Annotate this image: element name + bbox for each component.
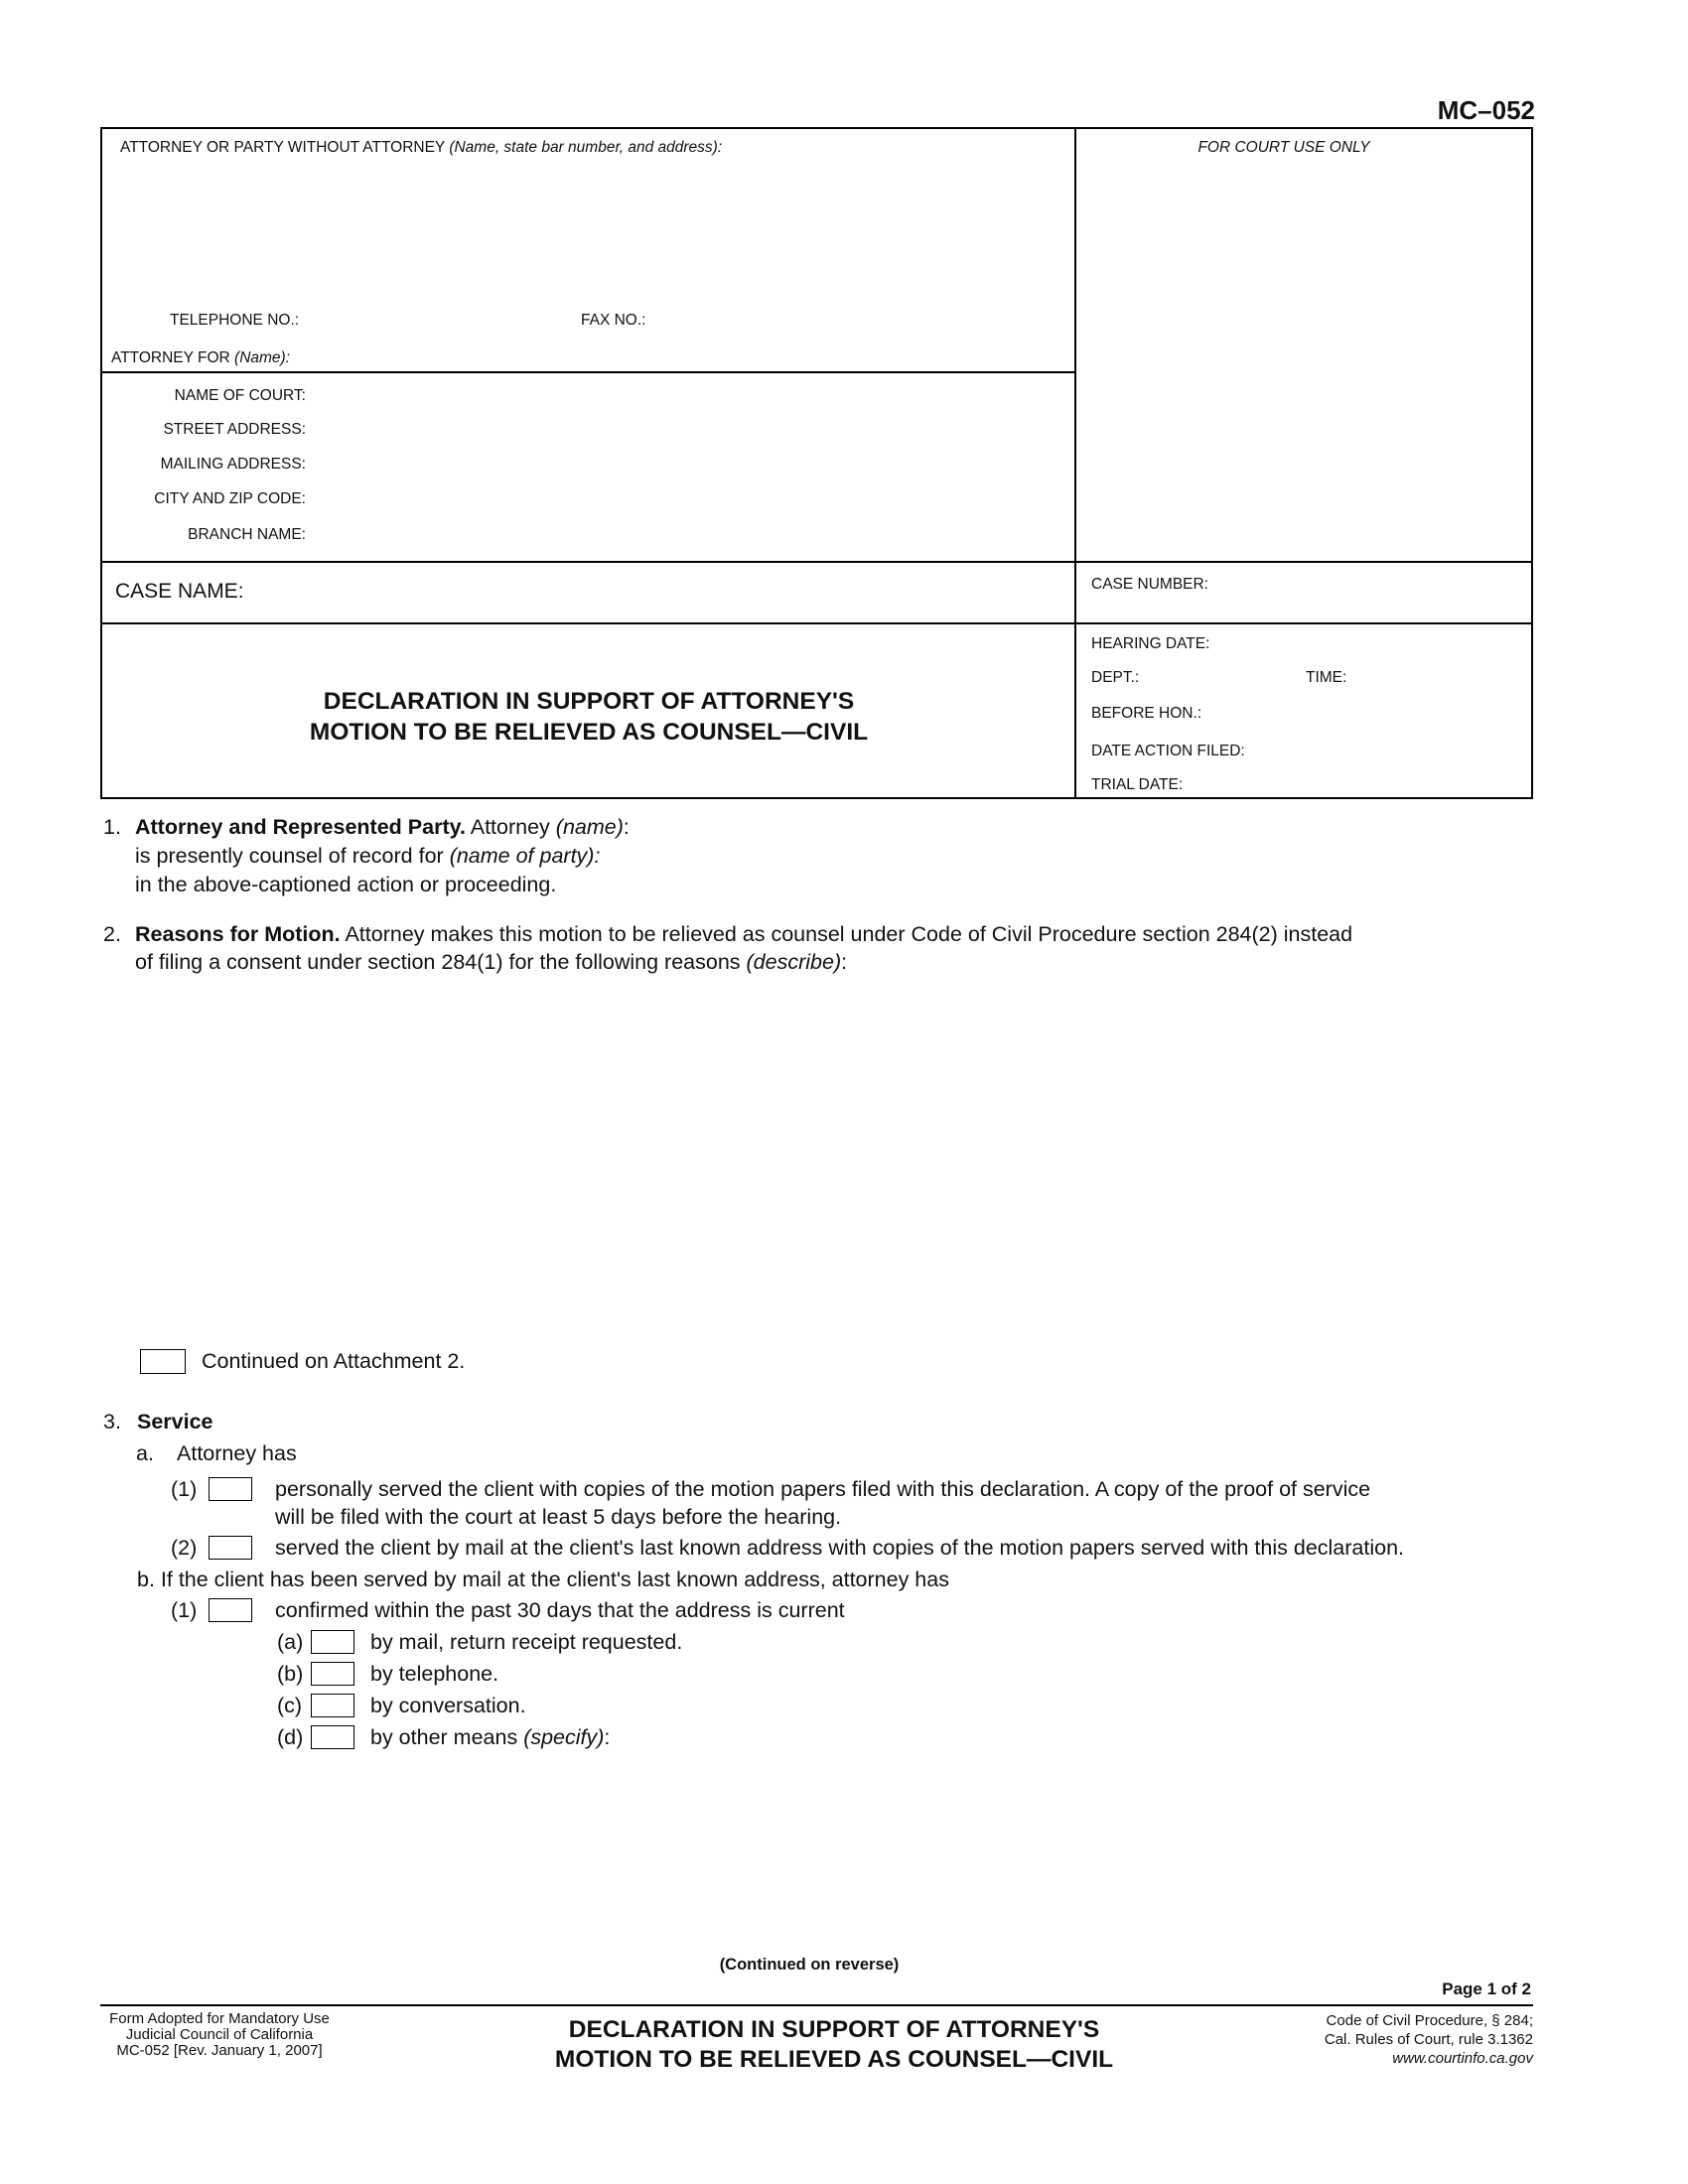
- caption-rule-case: [102, 622, 1533, 624]
- item3-number: 3.: [103, 1410, 121, 1433]
- item1-line2: is presently counsel of record for (name of party):: [135, 844, 601, 868]
- footer-citations: Code of Civil Procedure, § 284; Cal. Rules of Court, rule 3.1362 www.courtinfo.ca.gov: [1241, 2011, 1533, 2068]
- street-address-label: STREET ADDRESS:: [163, 421, 306, 438]
- item3a1-line2: will be filed with the court at least 5 days before the hearing.: [275, 1505, 842, 1529]
- footer-adoption-info: Form Adopted for Mandatory Use Judicial Council of California MC-052 [Rev. January 1, 2007]: [109, 2010, 330, 2059]
- caption-title-line2: MOTION TO BE RELIEVED AS COUNSEL—CIVIL: [309, 719, 869, 746]
- item3a1-line1: personally served the client with copies of the motion papers filed with this declaration. A copy of the proof of service: [275, 1477, 1371, 1501]
- item3a-text: Attorney has: [177, 1441, 297, 1465]
- continued-on-reverse: (Continued on reverse): [719, 1956, 900, 1974]
- court-name-label: NAME OF COURT:: [174, 387, 306, 404]
- item3bb-number: (b): [277, 1662, 304, 1686]
- item3a1-number: (1): [171, 1477, 198, 1501]
- item3bd-line: by other means (specify):: [370, 1725, 611, 1749]
- item2-line1: Reasons for Motion. Attorney makes this motion to be relieved as counsel under Code of Civil Procedure section 284(2) instead: [135, 922, 1353, 946]
- courtinfo-link[interactable]: www.courtinfo.ca.gov: [1392, 2050, 1533, 2067]
- continued-attachment2-checkbox[interactable]: [140, 1349, 186, 1374]
- item3a-label: a.: [136, 1441, 154, 1465]
- mailing-address-label: MAILING ADDRESS:: [160, 456, 306, 473]
- trial-date-label: TRIAL DATE:: [1091, 776, 1184, 793]
- item3-heading: Service: [137, 1410, 213, 1433]
- court-use-label: FOR COURT USE ONLY: [1197, 139, 1370, 156]
- case-number-label: CASE NUMBER:: [1091, 576, 1208, 593]
- return-receipt-checkbox[interactable]: [311, 1630, 354, 1654]
- time-label: TIME:: [1306, 669, 1347, 686]
- item3b1-line: confirmed within the past 30 days that the address is current: [275, 1598, 845, 1622]
- address-confirmed-checkbox[interactable]: [209, 1598, 252, 1622]
- item1-number: 1.: [103, 815, 121, 839]
- by-telephone-checkbox[interactable]: [311, 1662, 354, 1686]
- branch-name-label: BRANCH NAME:: [188, 526, 306, 543]
- item3b1-number: (1): [171, 1598, 198, 1622]
- caption-rule-court: [102, 561, 1533, 563]
- dept-label: DEPT.:: [1091, 669, 1140, 686]
- caption-box: [100, 127, 1533, 799]
- item3bd-number: (d): [277, 1725, 304, 1749]
- item3b-text: b. If the client has been served by mail at the client's last known address, attorney has: [137, 1568, 949, 1591]
- hearing-date-label: HEARING DATE:: [1091, 635, 1210, 652]
- date-action-filed-label: DATE ACTION FILED:: [1091, 743, 1245, 759]
- continued-attachment2-label: Continued on Attachment 2.: [202, 1349, 466, 1373]
- served-by-mail-checkbox[interactable]: [209, 1536, 252, 1560]
- page-number: Page 1 of 2: [1442, 1979, 1531, 1998]
- footer-rule: [100, 2004, 1533, 2006]
- case-name-label: CASE NAME:: [115, 580, 244, 603]
- item2-line2: of filing a consent under section 284(1) for the following reasons (describe):: [135, 950, 848, 974]
- other-means-checkbox[interactable]: [311, 1725, 354, 1749]
- city-zip-label: CITY AND ZIP CODE:: [154, 490, 306, 507]
- item1-line1: Attorney and Represented Party. Attorney (name):: [135, 815, 630, 839]
- caption-rule-attorney: [102, 371, 1075, 373]
- before-hon-label: BEFORE HON.:: [1091, 705, 1202, 722]
- by-conversation-checkbox[interactable]: [311, 1694, 354, 1717]
- item3a2-line: served the client by mail at the client's last known address with copies of the motion papers served with this declaration.: [275, 1536, 1405, 1560]
- personally-served-checkbox[interactable]: [209, 1477, 252, 1501]
- attorney-for-label: ATTORNEY FOR (Name):: [111, 349, 291, 366]
- form-number: MC–052: [1437, 95, 1535, 125]
- item3bb-line: by telephone.: [370, 1662, 499, 1686]
- item3a2-number: (2): [171, 1536, 198, 1560]
- item3bc-line: by conversation.: [370, 1694, 526, 1717]
- item3ba-line: by mail, return receipt requested.: [370, 1630, 683, 1654]
- fax-label: FAX NO.:: [581, 312, 646, 329]
- footer-title: DECLARATION IN SUPPORT OF ATTORNEY'S MOTION TO BE RELIEVED AS COUNSEL—CIVIL: [554, 2016, 1114, 2073]
- telephone-label: TELEPHONE NO.:: [170, 312, 300, 329]
- item2-number: 2.: [103, 922, 121, 946]
- item1-line3: in the above-captioned action or proceeding.: [135, 873, 557, 896]
- attorney-label: ATTORNEY OR PARTY WITHOUT ATTORNEY (Name, state bar number, and address):: [120, 139, 723, 156]
- item3ba-number: (a): [277, 1630, 304, 1654]
- caption-title-line1: DECLARATION IN SUPPORT OF ATTORNEY'S: [323, 688, 855, 715]
- item3bc-number: (c): [277, 1694, 303, 1717]
